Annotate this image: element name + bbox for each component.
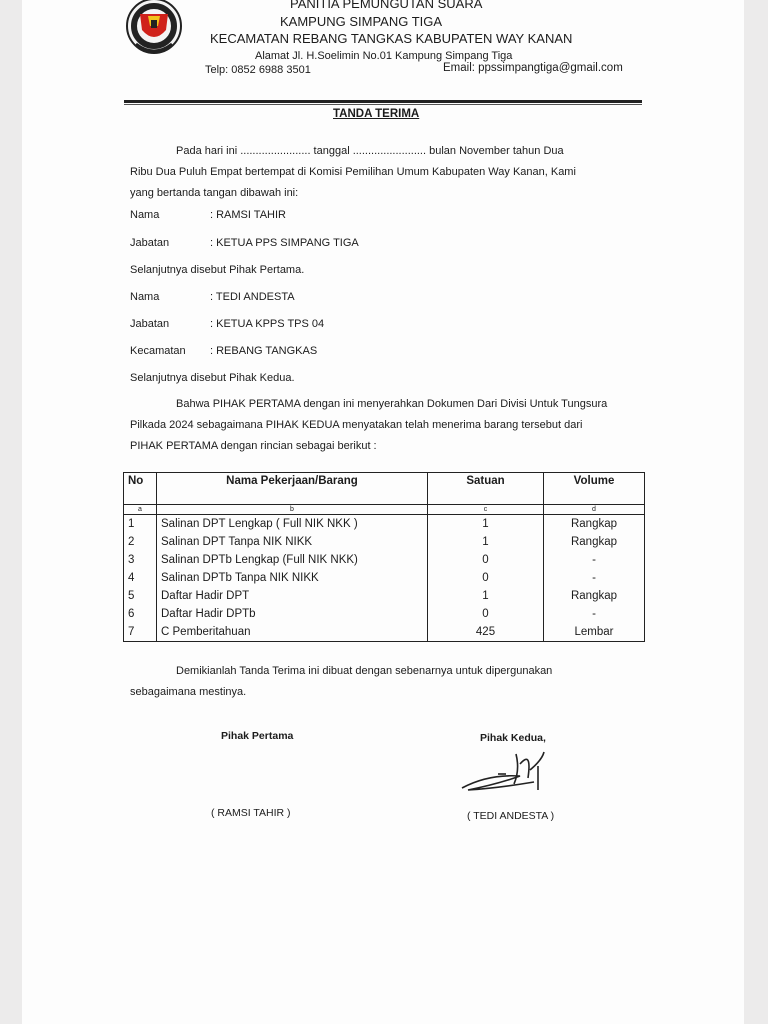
table-row <box>124 515 645 534</box>
row-unit: 1 <box>428 587 544 605</box>
document-title: TANDA TERIMA <box>333 108 420 120</box>
row-unit: 1 <box>428 533 544 551</box>
row-no: 4 <box>124 569 157 587</box>
header-item-name: Nama Pekerjaan/Barang <box>157 473 428 505</box>
signature-right-name: ( TEDI ANDESTA ) <box>467 810 555 822</box>
table-row <box>124 533 645 551</box>
row-volume: - <box>544 551 645 569</box>
row-no: 6 <box>124 605 157 623</box>
letter-b: b <box>157 505 428 515</box>
letter-a: a <box>124 505 157 515</box>
statement-line-1: Bahwa PIHAK PERTAMA dengan ini menyerahkan Dokumen Dari Divisi Untuk Tungsura <box>176 398 608 410</box>
table-row <box>124 623 645 642</box>
header-no: No <box>124 473 157 505</box>
kpu-logo-icon <box>118 0 190 66</box>
letter-c: c <box>428 505 544 515</box>
row-no: 1 <box>124 515 157 534</box>
row-volume: Rangkap <box>544 515 645 534</box>
signature-left-title: Pihak Pertama <box>221 730 294 742</box>
row-unit: 0 <box>428 551 544 569</box>
header-rule-thin <box>124 104 642 105</box>
party2-note: Selanjutnya disebut Pihak Kedua. <box>130 372 295 384</box>
row-volume: - <box>544 605 645 623</box>
intro-paragraph <box>130 141 646 204</box>
table-row <box>124 569 645 587</box>
row-item-name: Daftar Hadir DPTb <box>157 605 428 623</box>
row-item-name: Salinan DPT Tanpa NIK NIKK <box>157 533 428 551</box>
row-item-name: Daftar Hadir DPT <box>157 587 428 605</box>
table-row <box>124 551 645 569</box>
row-unit: 425 <box>428 623 544 642</box>
party1-name-label: Nama <box>130 209 160 221</box>
statement-line-3: PIHAK PERTAMA dengan rincian sebagai berikut : <box>130 440 377 452</box>
row-item-name: Salinan DPTb Tanpa NIK NIKK <box>157 569 428 587</box>
closing-paragraph <box>130 661 646 703</box>
party1-position-value: : KETUA PPS SIMPANG TIGA <box>210 237 359 249</box>
intro-line-2: Ribu Dua Puluh Empat bertempat di Komisi Pemilihan Umum Kabupaten Way Kanan, Kami <box>130 166 576 178</box>
table-row <box>124 587 645 605</box>
party1-note: Selanjutnya disebut Pihak Pertama. <box>130 264 305 276</box>
party2-district-label: Kecamatan <box>130 345 186 357</box>
handwritten-signature <box>458 740 558 801</box>
row-unit: 0 <box>428 569 544 587</box>
intro-line-3: yang bertanda tangan dibawah ini: <box>130 187 299 199</box>
closing-line-1: Demikianlah Tanda Terima ini dibuat dengan sebenarnya untuk dipergunakan <box>176 665 553 677</box>
row-no: 2 <box>124 533 157 551</box>
party2-position-value: : KETUA KPPS TPS 04 <box>210 318 325 330</box>
row-volume: Rangkap <box>544 587 645 605</box>
row-unit: 0 <box>428 605 544 623</box>
row-item-name: Salinan DPTb Lengkap (Full NIK NKK) <box>157 551 428 569</box>
header-email: Email: ppssimpangtiga@gmail.com <box>443 62 623 74</box>
header-committee: PANITIA PEMUNGUTAN SUARA <box>290 0 483 11</box>
party2-name-label: Nama <box>130 291 160 303</box>
party2-district-value: : REBANG TANGKAS <box>210 345 318 357</box>
intro-line-1: Pada hari ini ....................... tanggal ........................ bulan November tahun Dua <box>176 145 564 157</box>
table-row <box>124 605 645 623</box>
items-table <box>123 472 645 642</box>
row-item-name: Salinan DPT Lengkap ( Full NIK NKK ) <box>157 515 428 534</box>
row-no: 3 <box>124 551 157 569</box>
row-volume: - <box>544 569 645 587</box>
row-no: 5 <box>124 587 157 605</box>
header-village: KAMPUNG SIMPANG TIGA <box>280 14 443 29</box>
signature-left-name: ( RAMSI TAHIR ) <box>211 807 291 819</box>
header-volume: Volume <box>544 473 645 505</box>
header-rule <box>124 100 642 103</box>
row-unit: 1 <box>428 515 544 534</box>
header-district: KECAMATAN REBANG TANGKAS KABUPATEN WAY KANAN <box>210 31 573 46</box>
header-address: Alamat Jl. H.Soelimin No.01 Kampung Simpang Tiga <box>255 50 513 62</box>
statement-paragraph <box>130 394 646 457</box>
party1-name-value: : RAMSI TAHIR <box>210 209 286 221</box>
signature-right-title: Pihak Kedua, <box>480 732 546 744</box>
letter-d: d <box>544 505 645 515</box>
row-volume: Rangkap <box>544 533 645 551</box>
header-phone: Telp: 0852 6988 3501 <box>205 64 311 76</box>
row-volume: Lembar <box>544 623 645 642</box>
party1-position-label: Jabatan <box>130 237 170 249</box>
row-no: 7 <box>124 623 157 642</box>
party2-name-value: : TEDI ANDESTA <box>210 291 295 303</box>
header-unit: Satuan <box>428 473 544 505</box>
closing-line-2: sebagaimana mestinya. <box>130 686 247 698</box>
party2-position-label: Jabatan <box>130 318 170 330</box>
row-item-name: C Pemberitahuan <box>157 623 428 642</box>
statement-line-2: Pilkada 2024 sebagaimana PIHAK KEDUA menyatakan telah menerima barang tersebut dari <box>130 419 583 431</box>
